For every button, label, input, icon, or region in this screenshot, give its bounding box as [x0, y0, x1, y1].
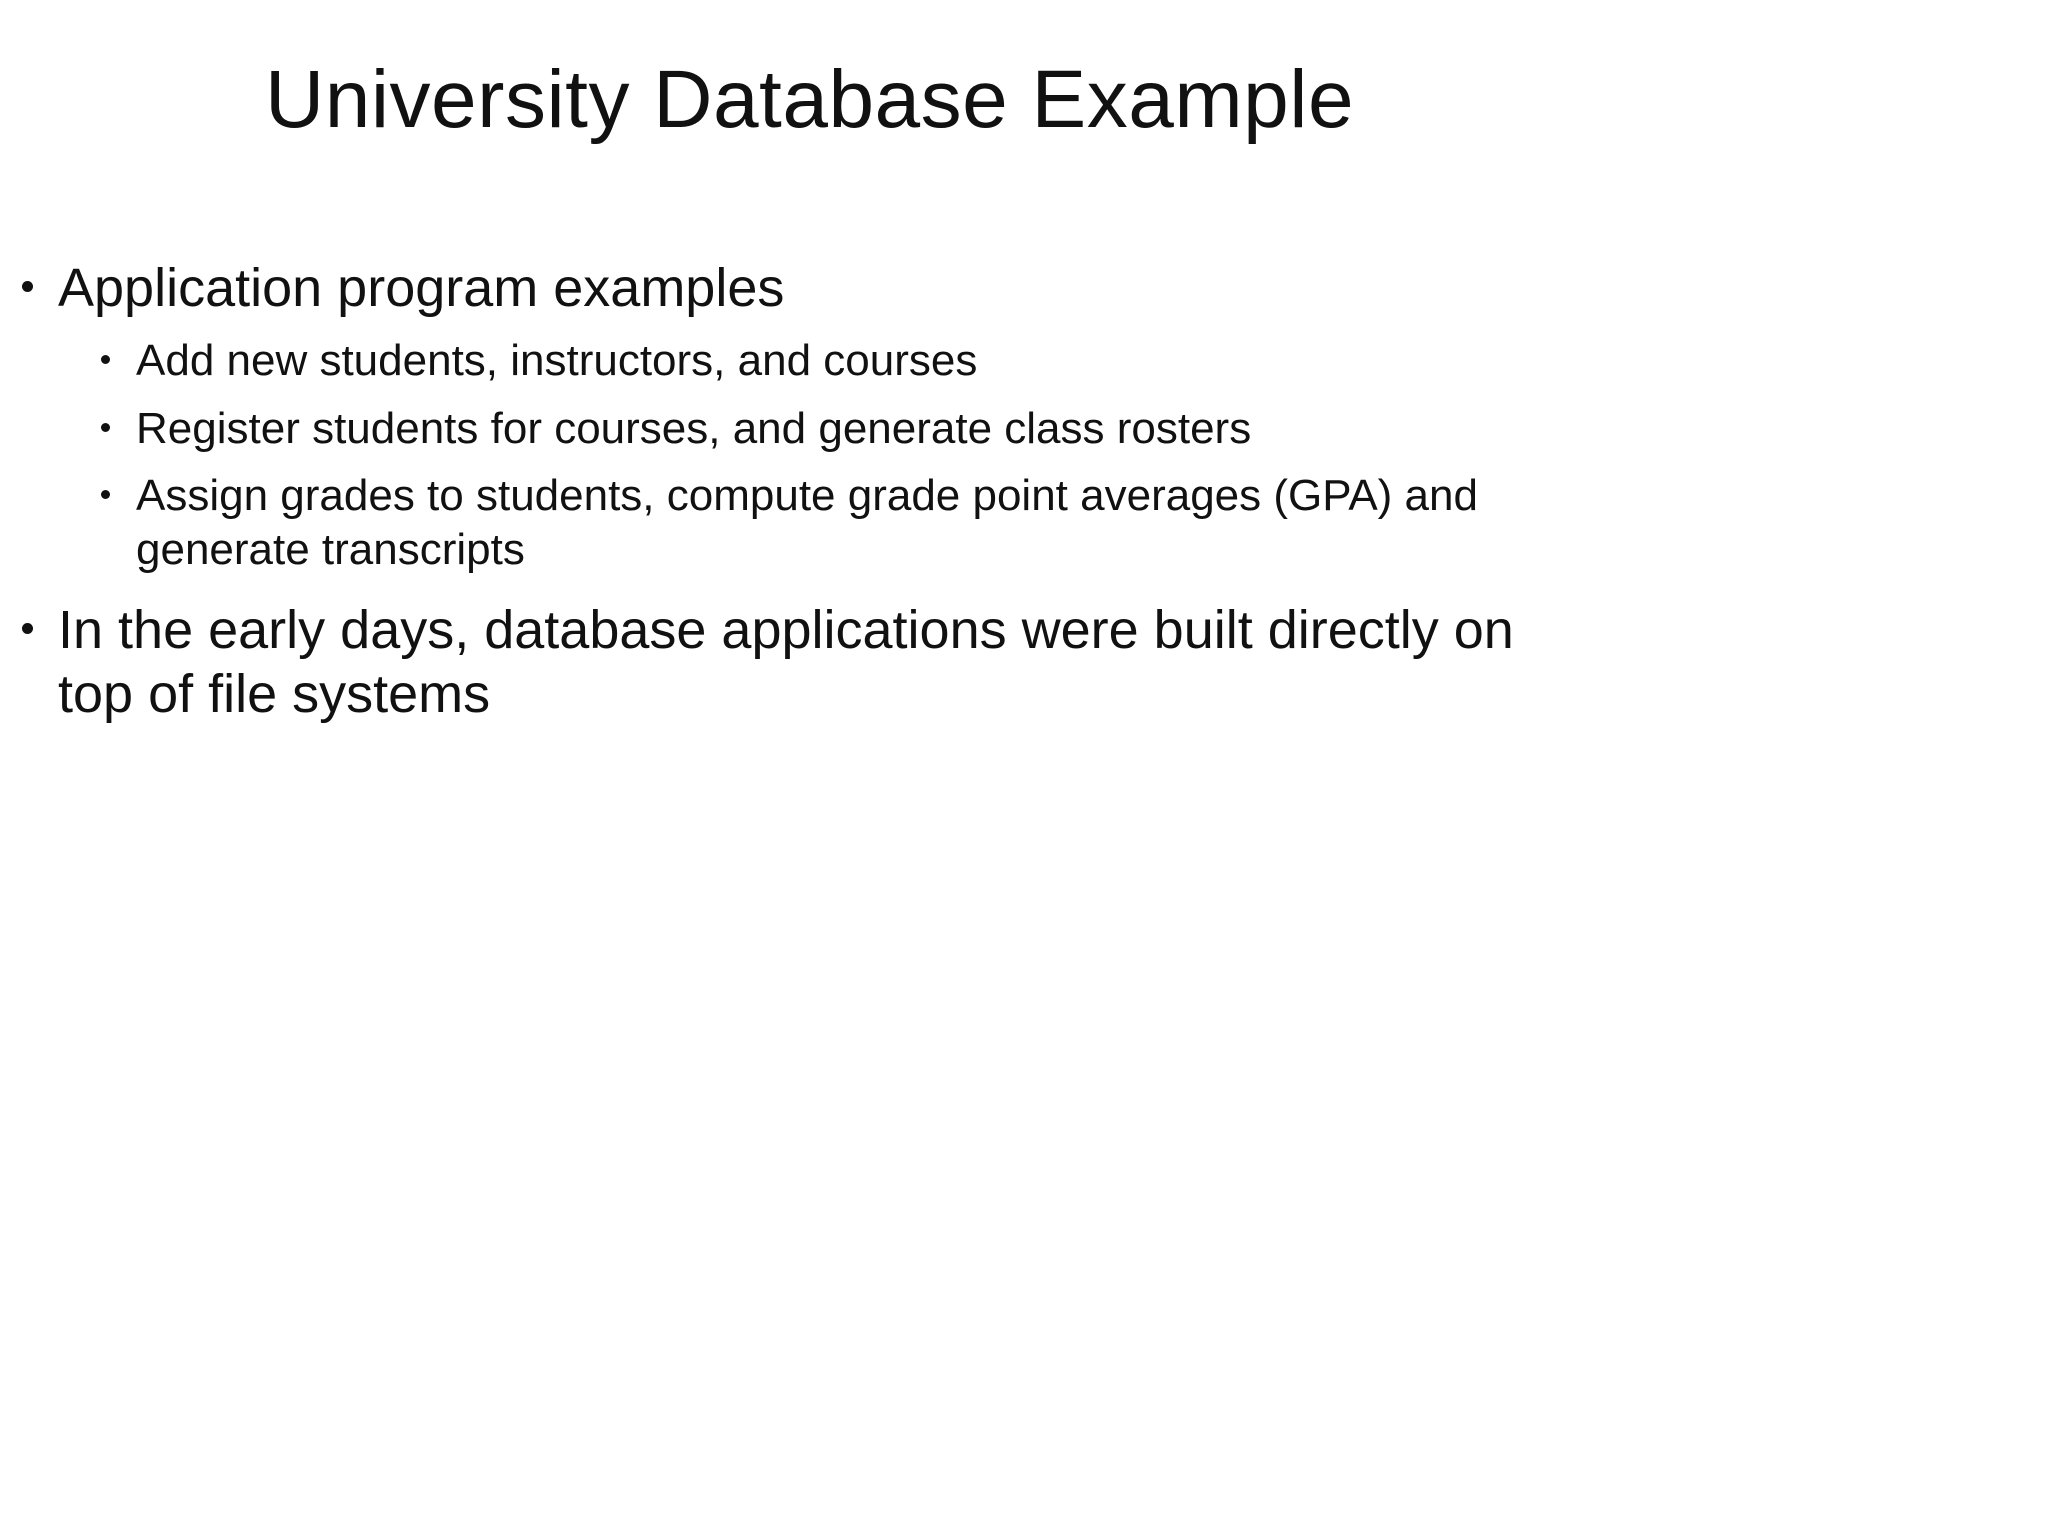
bullet-dot-icon — [101, 355, 110, 364]
bullet-dot-icon — [101, 423, 110, 432]
sub-bullet-item — [101, 469, 1556, 577]
slide-title: University Database Example — [265, 54, 1355, 145]
sub-bullet-text: Assign grades to students, compute grade point averages (GPA) and generate transcripts — [136, 471, 1478, 574]
bullet-dot-icon — [101, 490, 110, 499]
bullet-item — [22, 598, 1518, 726]
bullet-text: Application program examples — [58, 258, 785, 318]
sub-bullet-text: Register students for courses, and generate class rosters — [136, 404, 1252, 453]
sub-bullet-text: Add new students, instructors, and courses — [136, 336, 978, 385]
sub-bullet-item — [101, 402, 1556, 456]
bullet-text: In the early days, database applications were built directly on top of file systems — [58, 600, 1514, 724]
bullet-dot-icon — [22, 623, 33, 634]
sub-bullet-item — [101, 334, 1556, 388]
bullet-item — [22, 256, 1518, 320]
bullet-dot-icon — [22, 281, 33, 292]
